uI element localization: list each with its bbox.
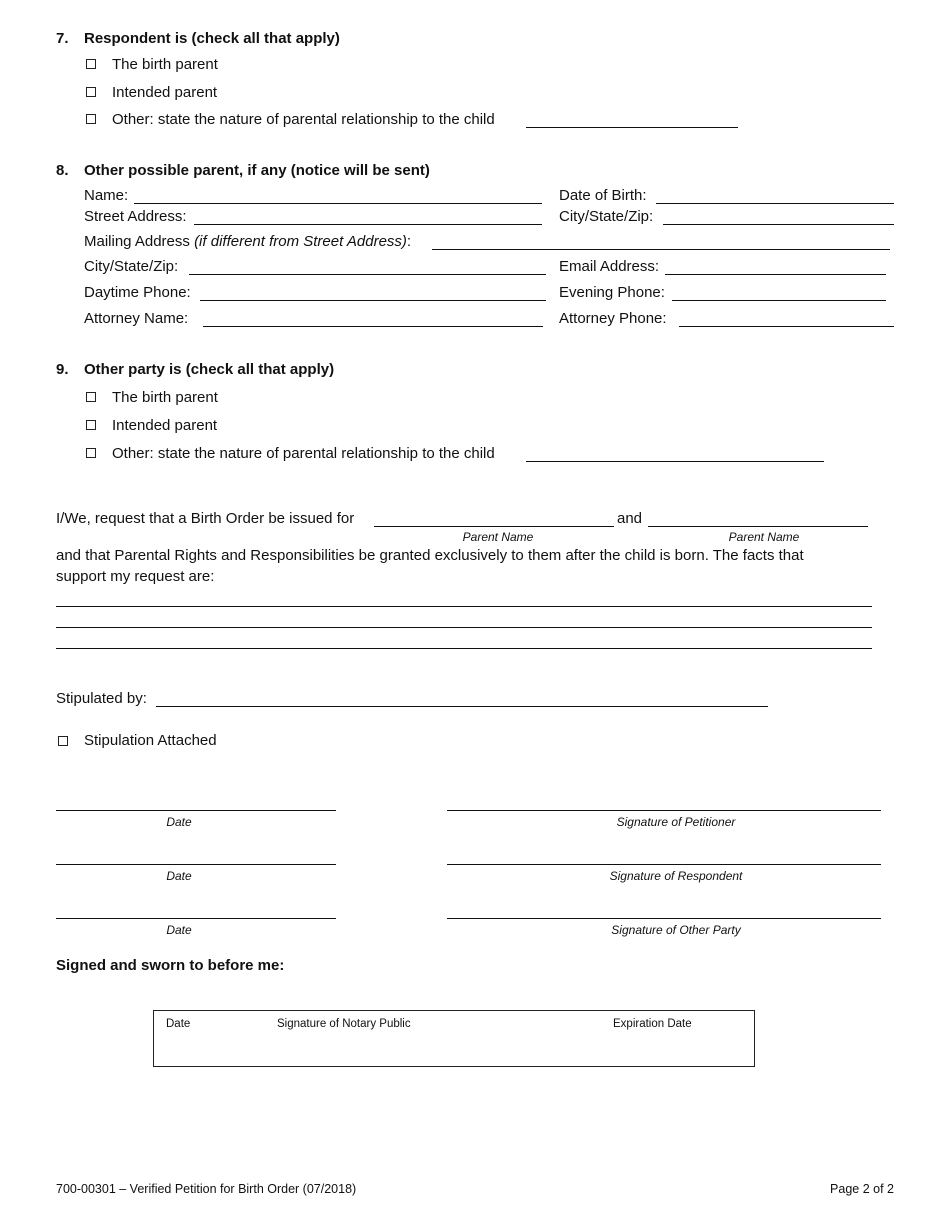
notary-box[interactable] — [153, 1010, 755, 1067]
facts-line-3[interactable] — [56, 648, 872, 649]
other-parent-city-label: City/State/Zip: — [559, 208, 654, 225]
mailing-label-note: (if different from Street Address) — [194, 233, 407, 250]
respondent-other-label: Other: state the nature of parental relationship to the child — [112, 111, 495, 128]
stipulation-attached-checkbox[interactable] — [58, 736, 68, 746]
request-prefix: I/We, request that a Birth Order be issued for — [56, 510, 355, 527]
notary-expiration-label: Expiration Date — [613, 1018, 692, 1030]
other-party-date-caption: Date — [166, 923, 192, 937]
parent-name-caption-2: Parent Name — [728, 530, 800, 544]
stipulated-field[interactable] — [156, 706, 768, 707]
petitioner-signature-field[interactable] — [447, 810, 881, 811]
other-party-date-field[interactable] — [56, 918, 336, 919]
stipulated-label: Stipulated by: — [56, 690, 147, 707]
other-parent-mailing-field[interactable] — [432, 249, 890, 250]
other-party-birth-parent-checkbox[interactable] — [86, 392, 96, 402]
respondent-other-checkbox[interactable] — [86, 114, 96, 124]
section-8-number: 8. — [56, 162, 69, 179]
petitioner-signature-caption: Signature of Petitioner — [616, 815, 736, 829]
request-body-line-2: support my request are: — [56, 568, 215, 585]
other-parent-eve-phone-label: Evening Phone: — [559, 284, 665, 301]
footer-form-id: 700-00301 – Verified Petition for Birth Order (07/2018) — [56, 1182, 357, 1196]
other-parent-dob-field[interactable] — [656, 203, 894, 204]
other-party-other-field[interactable] — [526, 461, 824, 462]
other-parent-city2-label: City/State/Zip: — [84, 258, 179, 275]
respondent-signature-field[interactable] — [447, 864, 881, 865]
request-body-line-1: and that Parental Rights and Responsibilities be granted exclusively to them after the child is born. The facts that — [56, 547, 804, 564]
section-7-title: Respondent is (check all that apply) — [84, 30, 340, 47]
section-7-number: 7. — [56, 30, 69, 47]
sworn-title: Signed and sworn to before me: — [56, 957, 285, 974]
parent-name-1-field[interactable] — [374, 526, 614, 527]
other-party-signature-caption: Signature of Other Party — [611, 923, 741, 937]
other-party-other-checkbox[interactable] — [86, 448, 96, 458]
other-party-intended-parent-checkbox[interactable] — [86, 420, 96, 430]
other-parent-mailing-label — [84, 233, 411, 250]
other-parent-attorney-label: Attorney Name: — [84, 310, 189, 327]
respondent-other-field[interactable] — [526, 127, 738, 128]
other-parent-dob-label: Date of Birth: — [559, 187, 647, 204]
respondent-birth-parent-label: The birth parent — [112, 56, 218, 73]
section-9-title: Other party is (check all that apply) — [84, 361, 335, 378]
other-parent-day-phone-label: Daytime Phone: — [84, 284, 191, 301]
other-parent-day-phone-field[interactable] — [200, 300, 546, 301]
other-party-signature-field[interactable] — [447, 918, 881, 919]
respondent-date-field[interactable] — [56, 864, 336, 865]
section-8-title: Other possible parent, if any (notice will be sent) — [84, 162, 430, 179]
other-party-birth-parent-label: The birth parent — [112, 389, 218, 406]
request-and: and — [617, 510, 643, 527]
parent-name-caption-1: Parent Name — [462, 530, 534, 544]
petitioner-date-field[interactable] — [56, 810, 336, 811]
notary-signature-label: Signature of Notary Public — [277, 1018, 411, 1030]
facts-line-2[interactable] — [56, 627, 872, 628]
other-parent-attorney-phone-label: Attorney Phone: — [559, 310, 667, 327]
other-parent-street-field[interactable] — [194, 224, 542, 225]
respondent-intended-parent-checkbox[interactable] — [86, 87, 96, 97]
parent-name-2-field[interactable] — [648, 526, 868, 527]
mailing-label-colon: : — [406, 233, 412, 250]
footer-page-number: Page 2 of 2 — [830, 1182, 894, 1196]
other-parent-email-field[interactable] — [665, 274, 886, 275]
respondent-date-caption: Date — [166, 869, 192, 883]
other-parent-street-label: Street Address: — [84, 208, 187, 225]
other-parent-email-label: Email Address: — [559, 258, 660, 275]
section-9-number: 9. — [56, 361, 69, 378]
respondent-intended-parent-label: Intended parent — [112, 84, 218, 101]
mailing-label-text: Mailing Address — [84, 233, 190, 250]
other-parent-eve-phone-field[interactable] — [672, 300, 886, 301]
respondent-signature-caption: Signature of Respondent — [609, 869, 743, 883]
other-parent-name-field[interactable] — [134, 203, 542, 204]
notary-date-label: Date — [166, 1018, 191, 1030]
stipulation-attached-label: Stipulation Attached — [84, 732, 217, 749]
other-party-other-label: Other: state the nature of parental relationship to the child — [112, 445, 495, 462]
other-parent-attorney-phone-field[interactable] — [679, 326, 894, 327]
other-parent-attorney-field[interactable] — [203, 326, 543, 327]
facts-line-1[interactable] — [56, 606, 872, 607]
other-party-intended-parent-label: Intended parent — [112, 417, 218, 434]
respondent-birth-parent-checkbox[interactable] — [86, 59, 96, 69]
other-parent-city2-field[interactable] — [189, 274, 546, 275]
other-parent-city-field[interactable] — [663, 224, 894, 225]
other-parent-name-label: Name: — [84, 187, 129, 204]
petitioner-date-caption: Date — [166, 815, 192, 829]
